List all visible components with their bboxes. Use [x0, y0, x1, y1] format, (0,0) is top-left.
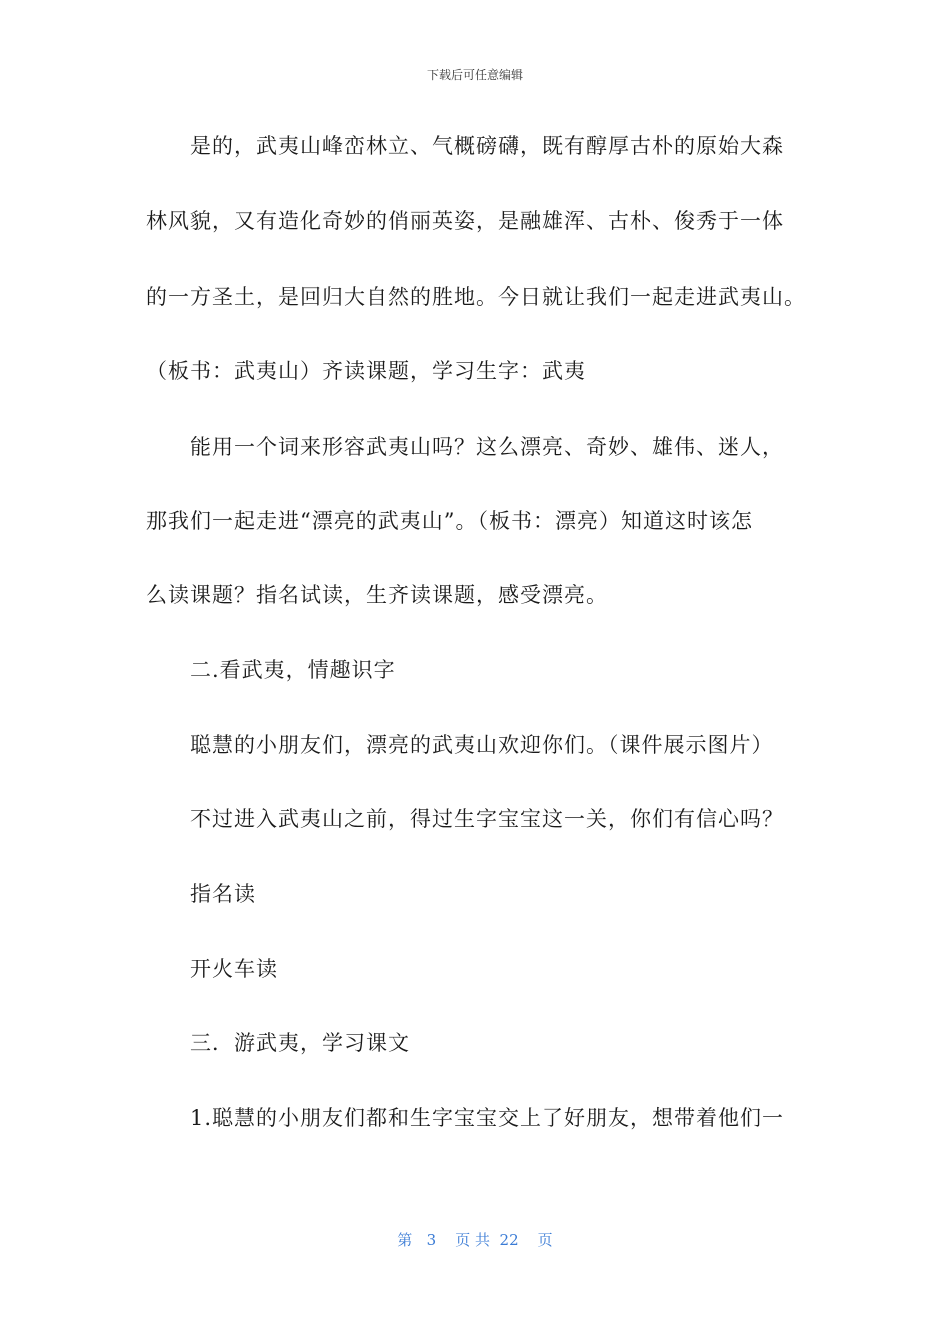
paragraph-line: 的一方圣土，是回归大自然的胜地。今日就让我们一起走进武夷山。 — [146, 285, 806, 309]
paragraph-line: 指名读 — [190, 882, 256, 906]
paragraph-line: 林风貌，又有造化奇妙的俏丽英姿，是融雄浑、古朴、俊秀于一体 — [146, 209, 784, 233]
section-heading: 二.看武夷，情趣识字 — [190, 658, 396, 682]
paragraph-line: 开火车读 — [190, 957, 278, 981]
section-heading: 三．游武夷，学习课文 — [190, 1031, 410, 1055]
paragraph-line: 是的，武夷山峰峦林立、气概磅礴，既有醇厚古朴的原始大森 — [190, 134, 784, 158]
paragraph-line: 1.聪慧的小朋友们都和生字宝宝交上了好朋友，想带着他们一 — [190, 1106, 785, 1130]
paragraph-line: 能用一个词来形容武夷山吗？这么漂亮、奇妙、雄伟、迷人， — [190, 435, 784, 459]
paragraph-line: （板书：武夷山）齐读课题，学习生字：武夷 — [146, 359, 586, 383]
page-header-note: 下载后可任意编辑 — [426, 68, 523, 82]
paragraph-line: 么读课题？指名试读，生齐读课题，感受漂亮。 — [146, 583, 608, 607]
paragraph-line: 那我们一起走进“漂亮的武夷山”。（板书：漂亮）知道这时该怎 — [146, 509, 753, 533]
paragraph-line: 不过进入武夷山之前，得过生字宝宝这一关，你们有信心吗？ — [190, 807, 784, 831]
page-number-footer: 第 3 页 共 22 页 — [397, 1231, 553, 1249]
paragraph-line: 聪慧的小朋友们，漂亮的武夷山欢迎你们。（课件展示图片） — [190, 733, 774, 757]
